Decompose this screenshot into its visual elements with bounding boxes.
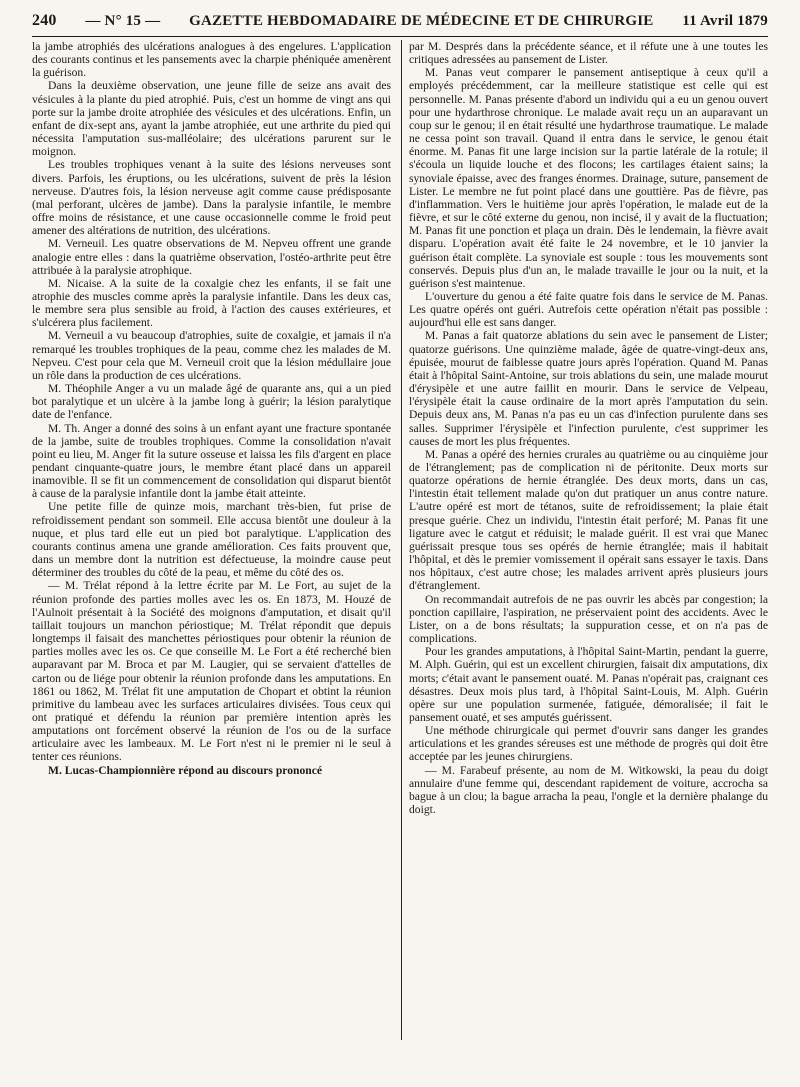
paragraph: par M. Després dans la précédente séance, et il réfute une à une toutes les critiques adressées au pansement de Lister. — [409, 40, 768, 67]
left-column — [32, 40, 391, 1040]
paragraph: — M. Farabeuf présente, au nom de M. Witkowski, la peau du doigt annulaire d'une femme qui, descendant rapidement de voiture, accrocha sa bague à un clou; la bague arracha la peau, l'ongle et la dernière phalange du doigt. — [409, 763, 768, 817]
paragraph: L'ouverture du genou a été faite quatre fois dans le service de M. Panas. Les quatre opérés ont guéri. Autrefois cette opération n'était pas possible : aujourd'hui elle est sans danger. — [409, 289, 768, 330]
paragraph: On recommandait autrefois de ne pas ouvrir les abcès par congestion; la ponction capillaire, l'aspiration, ne préservaient point des accidents. Avec le Lister, on a de bons résultats; la suppuration cesse, et on n'a pas de complications. — [409, 592, 768, 646]
paragraph: Une petite fille de quinze mois, marchant très-bien, fut prise de refroidissement pendant son sommeil. Elle accusa bientôt une douleur à la nuque, et plus tard elle eut un pied bot paralytique. L'application des courants continus amena une grande amélioration. Ces faits prouvent que, dans un membre dont la nutrition est défectueuse, la moindre cause peut déterminer des troubles du côté de la peau, et même du côté des os. — [32, 500, 391, 580]
paragraph: M. Verneuil. Les quatre observations de M. Nepveu offrent une grande analogie entre elles : dans la quatrième observation, l'ostéo-arthrite peut être attribuée à la paralysie atrophique. — [32, 237, 391, 277]
paragraph: Les troubles trophiques venant à la suite des lésions nerveuses sont divers. Parfois, les éruptions, ou les ulcérations, suivent de près la lésion nerveuse. D'autres fois, la lésion nerveuse agit comme cause prédisposante (mal perforant, ulcères de jambe). Dans la paralysie infantile, le membre offre moins de résistance, et une cause occasionnelle comme le froid peut amener des altérations de nutrition, des ulcérations. — [32, 158, 391, 238]
paragraph: M. Nicaise. A la suite de la coxalgie chez les enfants, il se fait une atrophie des muscles comme après la paralysie infantile. Dans les deux cas, le membre sera plus sensible au froid, à l'action des causes extérieures, et s'ulcérera plus facilement. — [32, 276, 391, 330]
issue-number: — N° 15 — — [85, 13, 161, 29]
paragraph: M. Panas veut comparer le pansement antiseptique à ceux qu'il a employés précédemment, car la meilleure statistique est celle qui est personnelle. M. Panas présente d'abord un individu qui a eu un genou ouvert pour une hydarthrose chronique. Le malade avait reçu un an auparavant un coup sur le genou; il en était résulté une hydarthrose traumatique. Le malade ne cessa point son travail. Quand il entra dans le service, le genou était énorme. M. Panas fit une large incision sur la partie latérale de la rotule; il s'écoula un liquide louche et des flocons; les cartilages étaient sains; la synoviale épaisse, avec des franges énormes. Drainage, suture, pansement de Lister. Le membre ne fut point placé dans une gouttière. Pas de fièvre, pas d'inflammation. Vers le huitième jour après l'opération, le malade eut de la fièvre, et sur le côté externe du genou, non incisé, il y avait de la fluctuation; M. Panas fit une ponction et plaça un drain. Dès le lendemain, la fièvre avait disparu. L'opération avait été faite le 24 novembre, et le 10 janvier la guérison était complète. La synoviale est souple : tous les mouvements sont conservés. Depuis plus d'un an, le malade travaille le jour ou la nuit, et la guérison s'est maintenue. — [409, 66, 768, 290]
paragraph: — M. Trélat répond à la lettre écrite par M. Le Fort, au sujet de la réunion profonde des parties molles avec les os. En 1873, M. Houzé de l'Aulnoit présentait à la Société des moignons d'amputation, et disait qu'il taillait toujours un manchon périostique; M. Trélat répondit que depuis longtemps il faisait des manchettes périostiques pour obtenir la réunion de parties molles avec les os. Ce que conseille M. Le Fort a été recherché bien auparavant par M. Broca et par M. Laugier, qui se servaient d'attelles de carton ou de liége pour obtenir la réunion profonde dans les amputations. En 1861 ou 1862, M. Trélat fit une amputation de Chopart et obtint la réunion primitive du lambeau avec les surfaces articulaires divisées. Tous ceux qui ont pratiqué et défendu la réunion par première intention après les amputations ont forcément observé la réunion de l'os ou de la surface articulaire avec les lambeaux. M. Le Fort n'est ni le premier ni le seul à tenter ces réunions. — [32, 579, 391, 764]
paragraph: M. Panas a fait quatorze ablations du sein avec le pansement de Lister; quatorze guérisons. Une quinzième malade, âgée de quatre-vingt-deux ans, épuisée, mourut de faiblesse quatre jours après l'opération. Quand M. Panas était à l'hôpital Saint-Antoine, sur trois ablations du sein, une malade mourut d'érysipèle et une autre faillit en mourir. Dans le service de Velpeau, l'érysipèle était la cause ordinaire de la mort après l'amputation du sein. Depuis deux ans, M. Panas n'a pas eu un cas d'infection purulente dans ses salles. Supprimer l'érysipèle et l'infection purulente, c'est supprimer les causes de mort les plus fréquentes. — [409, 329, 768, 448]
text-columns — [32, 40, 768, 1040]
paragraph: M. Th. Anger a donné des soins à un enfant ayant une fracture spontanée de la jambe, suite de troubles trophiques. Comme la consolidation n'avait point eu lieu, M. Anger fit la suture osseuse et laissa les fils d'argent en place pendant cinquante-quatre jours, le membre étant placé dans un appareil inamovible. Il se fit un commencement de consolidation qui disparut bientôt à cause de la paralysie infantile dont la jambe était atteinte. — [32, 421, 391, 501]
paragraph: M. Théophile Anger a vu un malade âgé de quarante ans, qui a un pied bot paralytique et un ulcère à la jambe long à guérir; la lésion paralytique date de l'enfance. — [32, 382, 391, 422]
paragraph: M. Panas a opéré des hernies crurales au quatrième ou au cinquième jour de l'étranglement; pas de complication ni de péritonite. Deux morts sur quatorze opérations de hernie étranglée. Des deux morts, dans un cas, l'intestin était tellement malade qu'on dut pratiquer un anus contre nature. L'autre opéré est mort de tétanos, suite de refroidissement; la plaie était presque guérie. Chez un individu, l'intestin était perforé; M. Panas fit une ligature avec le catgut et réduisit; le malade guérit. Il est vrai que Manec guérissait presque tous ses opérés de hernie étranglée; mais il habitait l'hôpital, et dès le premier vomissement il opérait sans essayer le taxis. Dans nos hôpitaux, c'est autre chose; les malades arrivent après plusieurs jours d'étranglement. — [409, 447, 768, 593]
page-number: 240 — [32, 12, 57, 29]
paragraph: Une méthode chirurgicale qui permet d'ouvrir sans danger les grandes articulations et les grandes séreuses est une méthode de progrès qui doit être acceptée par les jeunes chirurgiens. — [409, 724, 768, 764]
paragraph: Pour les grandes amputations, à l'hôpital Saint-Martin, pendant la guerre, M. Alph. Guérin, qui est un excellent chirurgien, faisait dix amputations, dix morts; c'était avant le pansement ouaté. M. Panas n'opérait pas, craignant ces désastres. Deux mois plus tard, à l'hôpital Saint-Louis, M. Alph. Guérin opère sur une population surmenée, fatiguée, démoralisée; il fait le pansement ouaté, et ses amputés guérissent. — [409, 645, 768, 724]
journal-title: GAZETTE HEBDOMADAIRE DE MÉDECINE ET DE CHIRURGIE — [189, 13, 654, 29]
right-column — [409, 40, 768, 1040]
issue-date: 11 Avril 1879 — [682, 13, 768, 29]
running-header — [32, 8, 768, 37]
paragraph: Dans la deuxième observation, une jeune fille de seize ans avait des vésicules à la plante du pied atrophié. Puis, c'est un homme de vingt ans qui porte sur la jambe droite atrophiée des vésicules et des ulcérations. Enfin, un enfant de dix-sept ans, ayant la jambe atrophiée, eut une arthrite du pied qui nécessita l'amputation sus-malléolaire; des ulcérations parurent sur le moignon. — [32, 79, 391, 159]
paragraph: M. Lucas-Championnière répond au discours prononcé — [48, 763, 322, 777]
paragraph: la jambe atrophiés des ulcérations analogues à des engelures. L'application des courants continus et les pansements avec la charpie phéniquée amenèrent la guérison. — [32, 40, 391, 80]
column-divider — [401, 40, 402, 1040]
paragraph: M. Verneuil a vu beaucoup d'atrophies, suite de coxalgie, et jamais il n'a remarqué les troubles trophiques de la peau, comme chez les malades de M. Nepveu. C'est pour cela que M. Verneuil croit que la lésion médullaire joue un rôle dans la production de ces ulcérations. — [32, 329, 391, 382]
